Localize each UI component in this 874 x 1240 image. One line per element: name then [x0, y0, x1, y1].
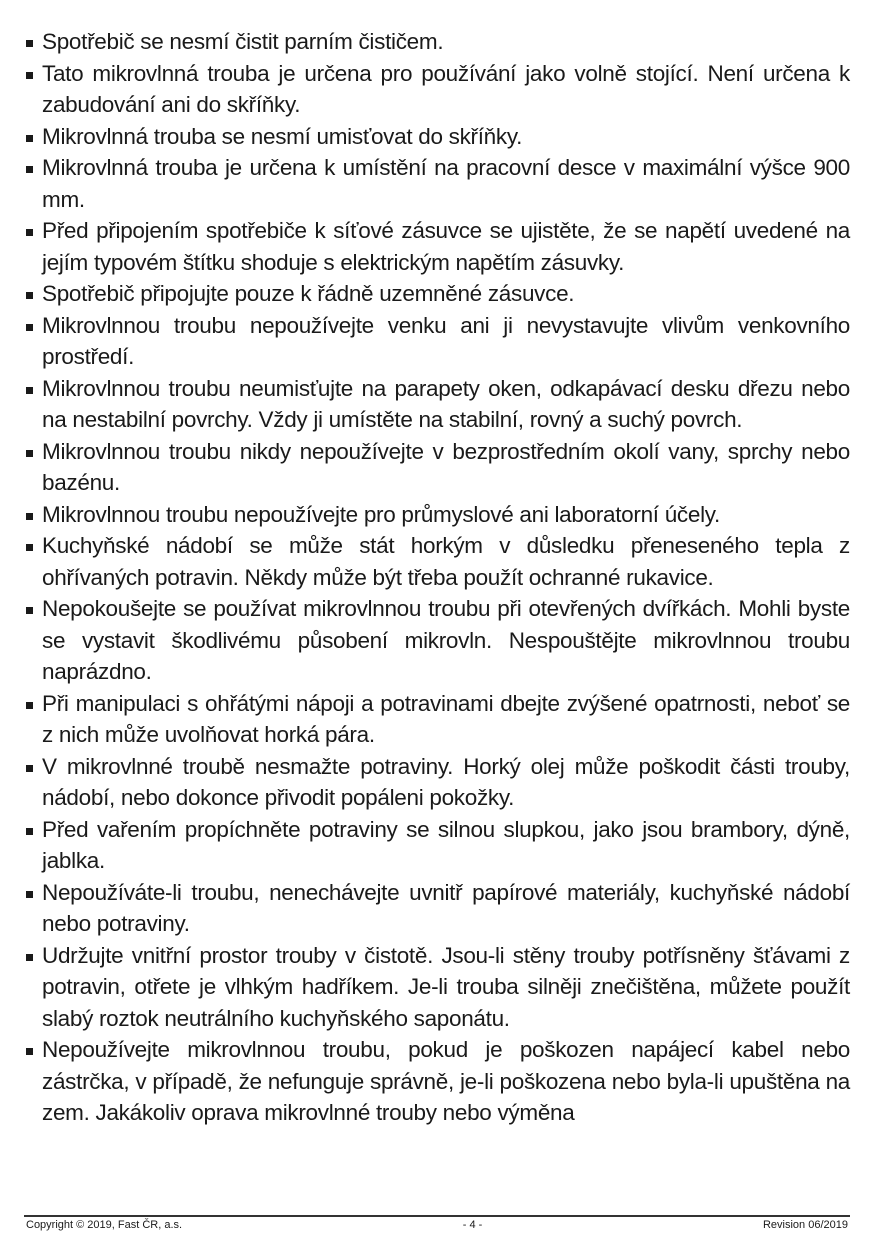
list-item	[42, 310, 850, 373]
list-item	[42, 278, 850, 310]
bullet-icon	[26, 72, 33, 79]
list-item	[42, 152, 850, 215]
bullet-icon	[26, 40, 33, 47]
footer-divider	[24, 1215, 850, 1217]
bullet-icon	[26, 324, 33, 331]
bullet-icon	[26, 828, 33, 835]
bullet-icon	[26, 135, 33, 142]
footer-copyright: Copyright © 2019, Fast ČR, a.s.	[26, 1219, 183, 1231]
list-item-text: Spotřebič se nesmí čistit parním čističem.	[42, 29, 444, 54]
list-item-text: Spotřebič připojujte pouze k řádně uzemněné zásuvce.	[42, 281, 575, 306]
list-item-text: Při manipulaci s ohřátými nápoji a potravinami dbejte zvýšené opatrnosti, neboť se z nich může uvolňovat horká pára.	[42, 690, 850, 747]
list-item	[42, 121, 850, 153]
bullet-icon	[26, 544, 33, 551]
bullet-icon	[26, 292, 33, 299]
list-item-text: Mikrovlnná trouba je určena k umístění na pracovní desce v maximální výšce 900 mm.	[42, 155, 850, 212]
bullet-icon	[26, 702, 33, 709]
list-item	[42, 940, 850, 1035]
list-item-text: Nepoužívejte mikrovlnnou troubu, pokud je poškozen napájecí kabel nebo zástrčka, v případě, že nefunguje správně, je-li poškozena nebo byla-li upuštěna na zem. Jakákoliv oprava mikrovlnné trouby nebo výměna	[42, 1037, 850, 1125]
list-item-text: Před vařením propíchněte potraviny se silnou slupkou, jako jsou brambory, dýně, jablka.	[42, 816, 850, 873]
list-item	[42, 877, 850, 940]
bullet-icon	[26, 1048, 33, 1055]
bullet-icon	[26, 891, 33, 898]
bullet-icon	[26, 166, 33, 173]
bullet-icon	[26, 765, 33, 772]
safety-instructions-list	[42, 26, 850, 1129]
list-item	[42, 58, 850, 121]
list-item	[42, 751, 850, 814]
list-item	[42, 373, 850, 436]
bullet-icon	[26, 387, 33, 394]
list-item-text: Před připojením spotřebiče k síťové zásuvce se ujistěte, že se napětí uvedené na jejím typovém štítku shoduje s elektrickým napětím zásuvky.	[42, 218, 850, 275]
list-item-text: Udržujte vnitřní prostor trouby v čistotě. Jsou-li stěny trouby potřísněny šťávami z potravin, otřete je vlhkým hadříkem. Je-li trouba silněji znečištěna, můžete použít slabý roztok neutrálního kuchyňského saponátu.	[42, 942, 850, 1031]
list-item-text: Mikrovlnnou troubu nepoužívejte venku ani ji nevystavujte vlivům venkovního prostředí.	[42, 312, 850, 369]
list-item-text: Mikrovlnná trouba se nesmí umisťovat do skříňky.	[42, 123, 523, 149]
list-item-text: Mikrovlnnou troubu nepoužívejte pro průmyslové ani laboratorní účely.	[42, 501, 721, 527]
page-footer	[26, 1219, 848, 1231]
list-item	[42, 530, 850, 593]
list-item-text: Tato mikrovlnná trouba je určena pro používání jako volně stojící. Není určena k zabudování ani do skříňky.	[42, 60, 850, 117]
bullet-icon	[26, 229, 33, 236]
footer-revision: Revision 06/2019	[762, 1219, 848, 1231]
bullet-icon	[26, 954, 33, 961]
list-item	[42, 814, 850, 877]
list-item-text: Nepokoušejte se používat mikrovlnnou troubu při otevřených dvířkách. Mohli byste se vystavit škodlivému působení mikrovln. Nespouštějte mikrovlnnou troubu naprázdno.	[42, 596, 850, 684]
bullet-icon	[26, 450, 33, 457]
list-item-text: Nepoužíváte-li troubu, nenechávejte uvnitř papírové materiály, kuchyňské nádobí nebo potraviny.	[42, 879, 850, 936]
list-item	[42, 593, 850, 688]
footer-page-number: - 4 -	[462, 1219, 483, 1231]
list-item-text: Mikrovlnnou troubu nikdy nepoužívejte v bezprostředním okolí vany, sprchy nebo bazénu.	[42, 438, 850, 495]
list-item	[42, 1034, 850, 1129]
list-item	[42, 215, 850, 278]
list-item	[42, 436, 850, 499]
bullet-icon	[26, 513, 33, 520]
bullet-icon	[26, 607, 33, 614]
list-item	[42, 499, 850, 531]
list-item-text: Kuchyňské nádobí se může stát horkým v důsledku přeneseného tepla z ohřívaných potravin. Někdy může být třeba použít ochranné rukavice.	[42, 533, 850, 590]
list-item	[42, 688, 850, 751]
list-item-text: V mikrovlnné troubě nesmažte potraviny. Horký olej může poškodit části trouby, nádobí, nebo dokonce přivodit popáleni pokožky.	[42, 753, 850, 810]
list-item	[42, 26, 850, 58]
list-item-text: Mikrovlnnou troubu neumisťujte na parapety oken, odkapávací desku dřezu nebo na nestabilní povrchy. Vždy ji umístěte na stabilní, rovný a suchý povrch.	[42, 375, 850, 432]
